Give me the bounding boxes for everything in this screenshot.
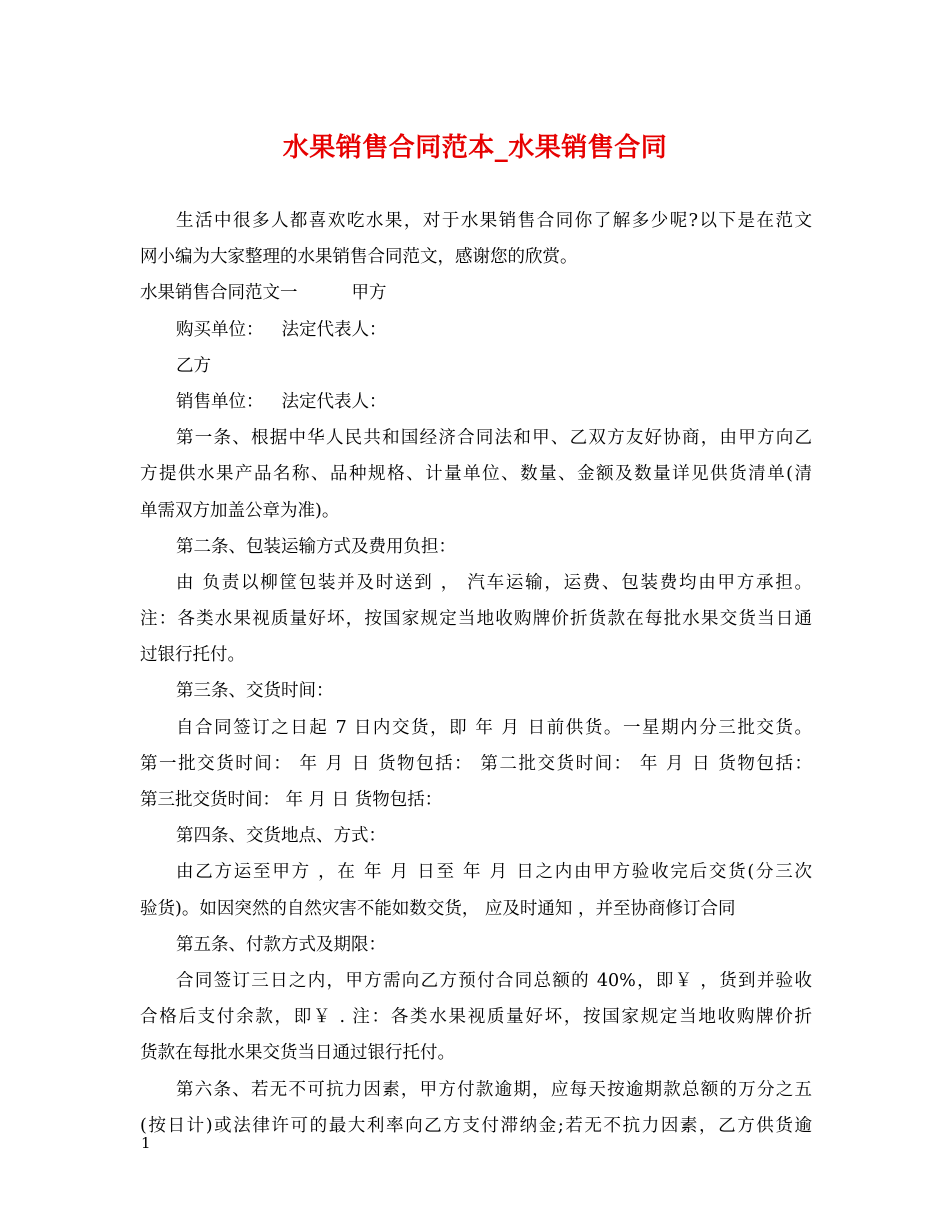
field-label: 购买单位： bbox=[176, 319, 264, 340]
body-line: 网小编为大家整理的水果销售合同范文，感谢您的欣赏。 bbox=[140, 247, 578, 268]
body-line: 方提供水果产品名称、品种规格、计量单位、数量、金额及数量详见供货清单(清 bbox=[140, 464, 812, 485]
body-line: 第一批交货时间： 年 月 日 货物包括： 第二批交货时间： 年 月 日 货物包括： bbox=[140, 753, 812, 774]
body-line: 第六条、若无不可抗力因素，甲方付款逾期，应每天按逾期款总额的万分之五 bbox=[176, 1079, 812, 1100]
document-body bbox=[140, 203, 812, 1144]
field-label: 法定代表人： bbox=[281, 319, 387, 340]
body-line: 第四条、交货地点、方式： bbox=[176, 826, 386, 847]
body-line bbox=[140, 384, 812, 420]
body-line bbox=[140, 275, 812, 311]
party-label: 甲方 bbox=[351, 283, 387, 304]
body-line: 第三条、交货时间： bbox=[176, 681, 334, 702]
body-line: 单需双方加盖公章为准)。 bbox=[140, 500, 340, 521]
body-line bbox=[140, 312, 812, 348]
body-line: 第一条、根据中华人民共和国经济合同法和甲、乙双方友好协商，由甲方向乙 bbox=[176, 428, 812, 449]
field-label: 法定代表人： bbox=[281, 391, 387, 412]
body-line: 合同签订三日之内，甲方需向乙方预付合同总额的 40%，即￥ ，货到并验收 bbox=[176, 970, 812, 991]
body-line: 过银行托付。 bbox=[140, 645, 245, 666]
body-line: 由乙方运至甲方 ，在 年 月 日至 年 月 日之内由甲方验收完后交货(分三次 bbox=[176, 862, 812, 883]
section-heading: 水果销售合同范文一 bbox=[140, 283, 298, 304]
body-line: 注：各类水果视质量好坏，按国家规定当地收购牌价折货款在每批水果交货当日通 bbox=[140, 609, 812, 630]
body-line: 自合同签订之日起 7 日内交货，即 年 月 日前供货。一星期内分三批交货。 bbox=[176, 717, 812, 738]
body-line: 货款在每批水果交货当日通过银行托付。 bbox=[140, 1043, 455, 1064]
field-label: 销售单位： bbox=[176, 391, 264, 412]
body-line: 第二条、包装运输方式及费用负担： bbox=[176, 536, 456, 557]
page-number: 1 bbox=[141, 1134, 151, 1152]
body-line: 由 负责以柳筐包装并及时送到 ， 汽车运输，运费、包装费均由甲方承担。 bbox=[176, 572, 812, 593]
document-title: 水果销售合同范本_水果销售合同 bbox=[282, 133, 668, 163]
body-line: 第三批交货时间： 年 月 日 货物包括： bbox=[140, 790, 443, 810]
body-line: 第五条、付款方式及期限： bbox=[176, 934, 386, 955]
body-line: (按日计)或法律许可的最大利率向乙方支付滞纳金;若无不抗力因素，乙方供货逾 bbox=[140, 1115, 812, 1136]
body-line: 合格后支付余款，即￥ . 注：各类水果视质量好坏，按国家规定当地收购牌价折 bbox=[140, 1007, 812, 1028]
body-line: 验货)。如因突然的自然灾害不能如数交货， 应及时通知 ，并至协商修订合同 bbox=[140, 898, 736, 919]
body-line: 生活中很多人都喜欢吃水果，对于水果销售合同你了解多少呢?以下是在范文 bbox=[176, 211, 812, 231]
body-line: 乙方 bbox=[176, 355, 211, 376]
